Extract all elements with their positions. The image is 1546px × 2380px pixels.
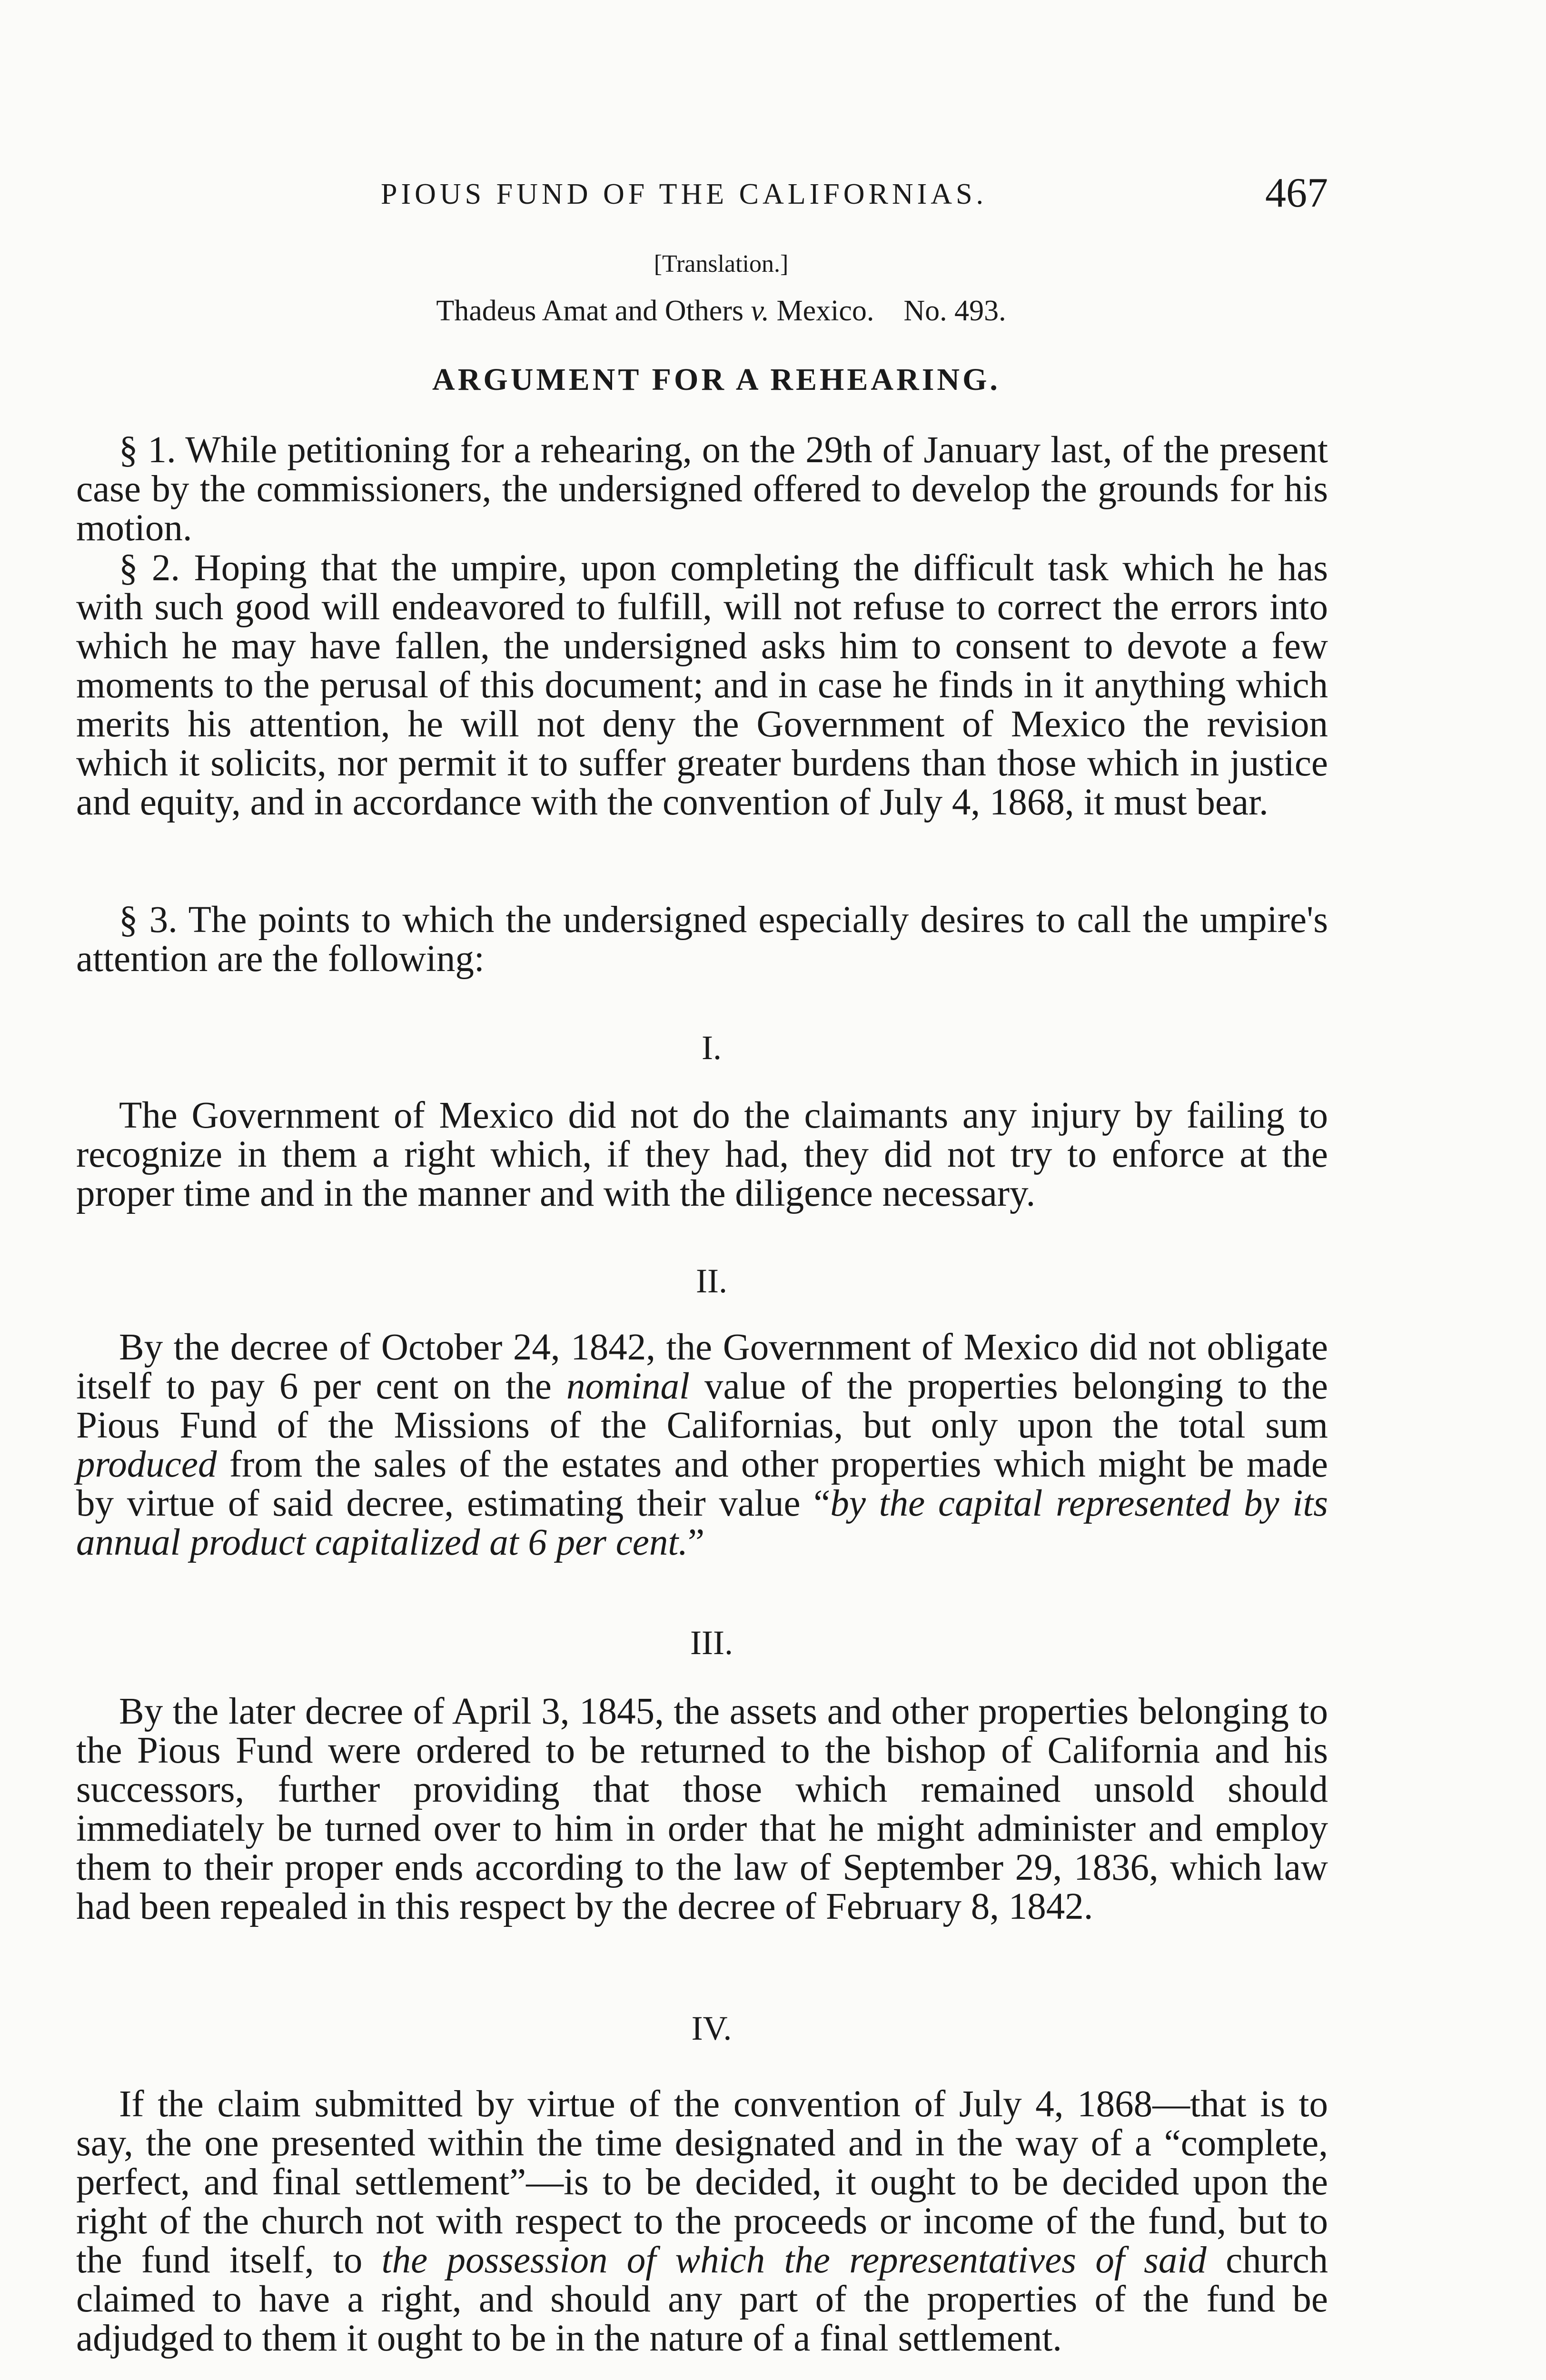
- point-3-numeral: III.: [690, 1624, 733, 1662]
- running-title: PIOUS FUND OF THE CALIFORNIAS.: [381, 178, 988, 210]
- case-title-number: Mexico. No. 493.: [769, 295, 1006, 327]
- running-head: [76, 169, 1328, 217]
- point-2-text-c: value of the properties belonging to the Pious Fund of the Missions of the Californias, but only upon the total sum: [76, 1366, 1328, 1446]
- case-title: [76, 294, 1328, 328]
- point-2-quotation: by the capital represented by its annual product capitalized at 6 per cent.: [76, 1483, 1328, 1563]
- case-title-versus: v.: [751, 295, 769, 327]
- point-4-paragraph: [76, 2085, 1328, 2358]
- point-4-text-c: church claimed to have a right, and should any part of the properties of the fund be adjudged to them it ought to be in the nature of a final settlement.: [76, 2240, 1328, 2359]
- point-2-paragraph: [76, 1328, 1328, 1562]
- point-2-close-quote: ”: [688, 1522, 705, 1563]
- case-title-parties: Thadeus Amat and Others: [436, 295, 751, 327]
- point-2-text-e: from the sales of the estates and other properties which might be made by virtue of said decree, estimating their value “: [76, 1444, 1328, 1524]
- point-2-numeral: II.: [696, 1262, 727, 1300]
- point-2-nominal: nominal: [566, 1366, 690, 1407]
- section-2-paragraph: § 2. Hoping that the umpire, upon completing the difficult task which he has with such good will endeavored to fulfill, will not refuse to correct the errors into which he may have fallen, the undersigned asks him to consent to devote a few moments to the perusal of this document; and in case he finds in it anything which merits his attention, he will not deny the Government of Mexico the revision which it solicits, nor permit it to suffer greater burdens than those which in justice and equity, and in accordance with the convention of July 4, 1868, it must bear.: [76, 547, 1328, 823]
- point-2-text-a: By the decree of October 24, 1842, the Government of Mexico did not obligate itself to pay 6 per cent on the: [76, 1327, 1328, 1407]
- point-4-possession: the possession of which the representatives of said: [381, 2240, 1207, 2281]
- point-4-numeral: IV.: [691, 2009, 732, 2047]
- point-4-text-a: If the claim submitted by virtue of the convention of July 4, 1868—that is to say, the one presented within the time designated and in the way of a “complete, perfect, and final settlement”—is to be decided, it ought to be decided upon the right of the church not with respect to the proceeds or income of the fund, but to the fund itself, to: [76, 2083, 1328, 2281]
- point-1-numeral: I.: [702, 1029, 722, 1067]
- section-heading: ARGUMENT FOR A REHEARING.: [432, 362, 1001, 397]
- point-2-produced: produced: [76, 1444, 217, 1485]
- point-3-paragraph: By the later decree of April 3, 1845, the assets and other properties belonging to the Pious Fund were ordered to be returned to the bishop of California and his successors, further providing that those which remained unsold should immediately be turned over to him in order that he might administer and employ them to their proper ends according to the law of September 29, 1836, which law had been repealed in this respect by the decree of February 8, 1842.: [76, 1691, 1328, 1927]
- point-1-paragraph: The Government of Mexico did not do the claimants any injury by failing to recognize in them a right which, if they had, they did not try to enforce at the proper time and in the manner and with the diligence necessary.: [76, 1095, 1328, 1214]
- section-1-paragraph: § 1. While petitioning for a rehearing, on the 29th of January last, of the present case by the commissioners, the undersigned offered to develop the grounds for his motion.: [76, 429, 1328, 549]
- page-number: 467: [1265, 170, 1328, 216]
- translation-note: [Translation.]: [654, 250, 789, 278]
- section-3-paragraph: § 3. The points to which the undersigned especially desires to call the umpire's attention are the following:: [76, 899, 1328, 980]
